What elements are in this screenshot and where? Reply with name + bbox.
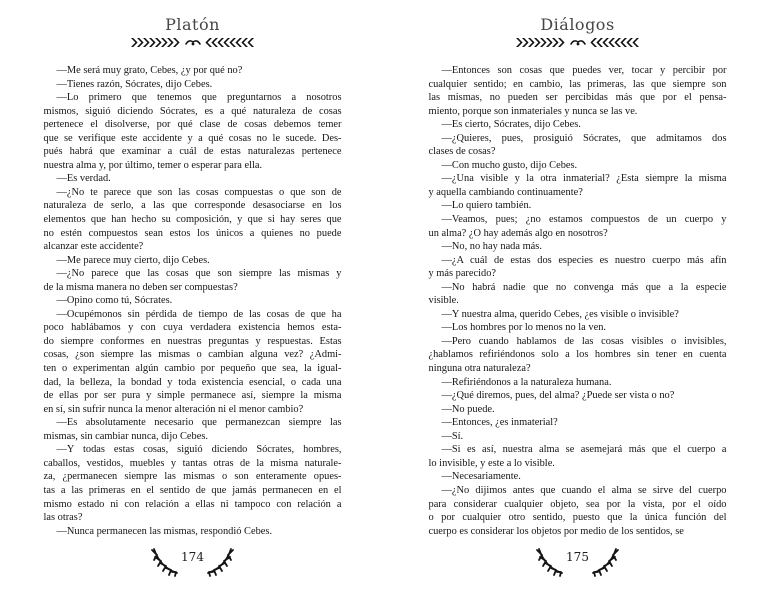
paragraph <box>429 335 727 376</box>
text-line: do siempre conformes en nuestras preguntas y respuestas. Estas <box>43 335 342 347</box>
text-line: y aquella cambiando continuamente? <box>428 186 583 198</box>
text-line: mismas, sin cambiar nunca, dijo Cebes. <box>43 430 208 442</box>
paragraph <box>429 416 727 430</box>
paragraph <box>429 376 727 390</box>
text-line: lo invisible, y este a lo visible. <box>428 457 555 469</box>
text-line: za, ¿permanecen siempre las mismas o son enteramente opues- <box>43 471 342 483</box>
text-line: —No puede. <box>441 403 495 415</box>
text-line: —¿Quieres, pues, prosiguió Sócrates, que admitamos dos <box>441 132 727 144</box>
text-line: —¿A cuál de estas dos especies es nuestro cuerpo más afín <box>441 254 727 266</box>
text-line: poco hablábamos y con cuya verdadera existencia hemos esta- <box>43 322 342 334</box>
text-line: —Nunca permanecen las mismas, respondió Cebes. <box>56 525 273 537</box>
page-right <box>385 0 770 600</box>
text-line: —Tienes razón, Sócrates, dijo Cebes. <box>56 78 213 90</box>
text-line: no estén compuestos sean estos los únicos a quienes no puede <box>43 227 342 239</box>
paragraph <box>429 64 727 118</box>
text-line: las mismas, no pueden ser percibidas más que por el pensa- <box>428 92 727 104</box>
text-line: —No habrá nadie que no convenga más que a la especie <box>441 281 727 293</box>
laurel-left-icon <box>150 546 180 579</box>
text-line: visible. <box>428 295 459 307</box>
paragraph <box>429 213 727 240</box>
text-line: —Y nuestra alma, querido Cebes, ¿es visible o invisible? <box>441 308 679 320</box>
text-line: o por cualquier otro sentido, puesto que la única función del <box>428 512 727 524</box>
laurel-right-icon <box>590 546 620 579</box>
text-line: —Opino como tú, Sócrates. <box>56 295 173 307</box>
text-line: las otras? <box>43 512 83 524</box>
text-line: —Si es así, nuestra alma se asemejará más que el cuerpo a <box>441 444 727 456</box>
text-line: —Ocupémonos sin pérdida de tiempo de las cosas de que ha <box>56 308 342 320</box>
text-line: —¿Qué diremos, pues, del alma? ¿Puede ser vista o no? <box>441 390 675 402</box>
paragraph <box>429 430 727 444</box>
paragraph <box>429 254 727 281</box>
text-line: —Lo quiero también. <box>441 200 532 212</box>
paragraph <box>429 321 727 335</box>
text-line: —¿Una visible y la otra inmaterial? ¿Esta siempre la misma <box>441 173 727 185</box>
paragraph <box>44 416 342 443</box>
text-line: —Refiriéndonos a la naturaleza humana. <box>441 376 612 388</box>
text-line: —Entonces, ¿es inmaterial? <box>441 417 558 429</box>
paragraph <box>429 484 727 538</box>
chevron-divider-icon <box>385 37 770 49</box>
paragraph <box>429 199 727 213</box>
text-line: —Es cierto, Sócrates, dijo Cebes. <box>441 119 581 131</box>
text-line: —Con mucho gusto, dijo Cebes. <box>441 159 578 171</box>
text-line: —Me parece muy cierto, dijo Cebes. <box>56 254 210 266</box>
text-line: alcanzar este accidente? <box>43 241 144 253</box>
paragraph <box>44 186 342 254</box>
paragraph <box>429 443 727 470</box>
page-footer-right <box>385 544 770 579</box>
text-line: ¿hablamos refiriéndonos solo a los hombres sin tener en cuenta <box>428 349 727 361</box>
paragraph <box>429 172 727 199</box>
text-line: clases de cosas? <box>428 146 496 158</box>
text-line: para considerar cualquier objeto, sea por la vista, por el oído <box>428 498 727 510</box>
paragraph <box>429 132 727 159</box>
paragraph <box>44 64 342 78</box>
page-text-right <box>429 64 727 538</box>
paragraph <box>44 267 342 294</box>
text-line: —Es absolutamente necesario que permanezcan siempre las <box>56 417 342 429</box>
text-line: —¿No dijimos antes que cuando el alma se sirve del cuerpo <box>441 484 727 496</box>
text-line: mismos, siguió diciendo Sócrates, es a qué naturaleza de cosas <box>43 105 342 117</box>
paragraph <box>429 403 727 417</box>
paragraph <box>44 443 342 524</box>
text-line: cualquier sentido; en cambio, las primeras, las que siempre son <box>428 78 727 90</box>
text-line: —Y todas estas cosas, siguió diciendo Sócrates, hombres, <box>56 444 342 456</box>
paragraph <box>44 308 342 416</box>
text-line: —¿No parece que las cosas que son siempre las mismas y <box>56 268 342 280</box>
text-line: un alma? ¿O hay además algo en nosotros? <box>428 227 608 239</box>
text-line: nuestra alma y, por último, temer o esperar para ella. <box>43 159 263 171</box>
text-line: —Me será muy grato, Cebes, ¿y por qué no? <box>56 65 243 76</box>
paragraph <box>44 172 342 186</box>
paragraph <box>44 78 342 92</box>
text-line: pertenece el disolverse, por qué clase de cosas debemos temer <box>43 119 342 131</box>
text-line: ninguna otra naturaleza? <box>428 363 531 375</box>
paragraph <box>429 470 727 484</box>
text-line: —No, no hay nada más. <box>441 241 542 253</box>
text-line: elementos que han hecho su composición, y que si hay seres que <box>43 214 342 226</box>
page-left <box>0 0 385 600</box>
text-line: que se verifique este accidente y a qué cosas no le sucede. Des- <box>43 132 342 144</box>
text-line: de la misma manera no deben ser compuestas? <box>43 281 238 293</box>
paragraph <box>44 254 342 268</box>
page-text-left <box>44 64 342 538</box>
text-line: en sí, sin sufrir nunca la menor alteración ni el menor cambio? <box>43 403 304 415</box>
laurel-left-icon <box>535 546 565 579</box>
paragraph <box>429 159 727 173</box>
paragraph <box>429 118 727 132</box>
text-line: cosas, ¿son siempre las mismas o cambian alguna vez? ¿Admi- <box>43 349 342 361</box>
text-line: —¿No te parece que son las cosas compuestas o que son de <box>56 186 342 198</box>
text-line: pués habrá que examinar a cuál de estas naturalezas pertenece <box>43 146 342 158</box>
page-number: 174 <box>181 550 204 564</box>
text-line: y más parecido? <box>428 268 497 280</box>
text-line: —Pero cuando hablamos de las cosas visibles o invisibles, <box>441 335 727 347</box>
paragraph <box>429 308 727 322</box>
laurel-right-icon <box>205 546 235 579</box>
text-line: tas a las primeras en el sentido de que jamás permanecen en el <box>43 484 342 496</box>
text-line: miento, porque son inmateriales y nunca se las ve. <box>428 105 638 117</box>
text-line: dad, la belleza, la bondad y toda existencia esencial, o cada una <box>43 376 342 388</box>
text-line: —Sí. <box>441 430 464 442</box>
text-line: —Entonces son cosas que puedes ver, tocar y percibir por <box>441 65 727 76</box>
text-line: —Veamos, pues; ¿no estamos compuestos de un cuerpo y <box>441 214 727 226</box>
text-line: —Es verdad. <box>56 173 111 185</box>
paragraph <box>44 525 342 539</box>
chevron-divider-icon <box>0 37 385 49</box>
paragraph <box>429 240 727 254</box>
text-line: ten o experimentan algún cambio por pequeño que sea, la igual- <box>43 363 342 375</box>
paragraph <box>44 294 342 308</box>
paragraph <box>429 281 727 308</box>
text-line: cuerpo es considerar los objetos por medio de los sentidos, se <box>428 525 684 537</box>
page-footer-left <box>0 544 385 579</box>
page-header-right: Diálogos <box>540 15 615 34</box>
text-line: mismo estado ni con relación a ellas ni tampoco con relación a <box>43 498 342 510</box>
paragraph <box>429 389 727 403</box>
paragraph <box>44 91 342 172</box>
text-line: —Lo primero que tenemos que preguntarnos a nosotros <box>56 92 342 104</box>
page-header-left: Platón <box>165 15 220 34</box>
text-line: de ellas por ser pura y simple permanece así, siempre la misma <box>43 390 342 402</box>
text-line: —Necesariamente. <box>441 471 521 483</box>
text-line: naturaleza de serlo, a las que corresponde desasociarse en los <box>43 200 342 212</box>
text-line: caballos, vestidos, muebles y tantas otras de la misma naturale- <box>43 457 342 469</box>
page-number: 175 <box>566 550 589 564</box>
text-line: —Los hombres por lo menos no la ven. <box>441 322 606 334</box>
